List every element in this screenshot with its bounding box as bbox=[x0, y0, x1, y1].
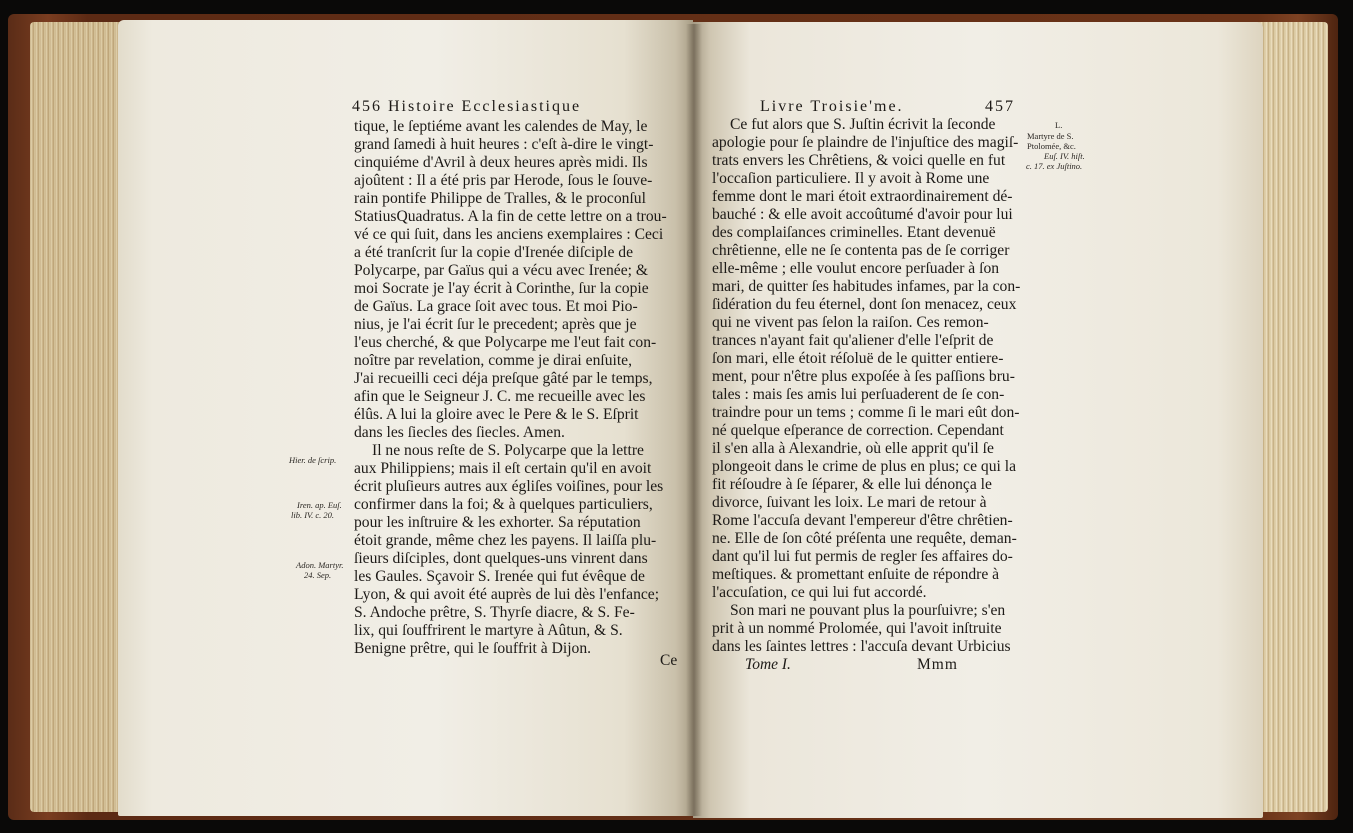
margin-note: Adon. Martyr. bbox=[296, 560, 344, 570]
text-line: grand ſamedi à huit heures : c'eſt à-dire le vingt- bbox=[354, 136, 654, 153]
text-line: bauché : & elle avoit accoûtumé d'avoir pour lui bbox=[712, 206, 1013, 223]
text-line: Benigne prêtre, qui le ſouffrit à Dijon. bbox=[354, 640, 592, 657]
margin-note: Iren. ap. Euſ. bbox=[297, 500, 342, 510]
text-line: traindre pour un tems ; comme ſi le mari eût don- bbox=[712, 404, 1020, 421]
text-line: aux Philippiens; mais il eſt certain qu'il en avoit bbox=[354, 460, 652, 477]
text-line: nius, je l'ai écrit ſur le precedent; après que je bbox=[354, 316, 637, 333]
text-line: ajoûtent : Il a été pris par Herode, ſous le ſouve- bbox=[354, 172, 653, 189]
text-line: apologie pour ſe plaindre de l'injuſtice des magiſ- bbox=[712, 134, 1019, 151]
margin-note: Hier. de ſcrip. bbox=[289, 455, 337, 465]
text-line: mari, de quitter ſes habitudes infames, par la con- bbox=[712, 278, 1021, 295]
page-number: 457 bbox=[985, 98, 1015, 115]
text-line: chrêtienne, elle ne ſe contenta pas de ſe corriger bbox=[712, 242, 1010, 259]
text-line: elle-même ; elle voulut encore perſuader à ſon bbox=[712, 260, 1000, 277]
margin-note: Euſ. IV. hiſt. bbox=[1044, 151, 1085, 161]
margin-note: Ptolomée, &c. bbox=[1027, 141, 1076, 151]
text-line: rain pontife Philippe de Tralles, & le proconſul bbox=[354, 190, 646, 207]
book-gutter bbox=[686, 24, 702, 816]
text-line: tique, le ſeptiéme avant les calendes de May, le bbox=[354, 118, 648, 135]
text-line: né quelque eſperance de correction. Cependant bbox=[712, 422, 1004, 439]
text-line: cinquiéme d'Avril à deux heures après midi. Ils bbox=[354, 154, 648, 171]
text-line: dans les ſiecles des ſiecles. Amen. bbox=[354, 424, 565, 441]
text-line: dant qu'il lui fut permis de regler ſes affaires do- bbox=[712, 548, 1013, 565]
left-page-edges bbox=[30, 22, 130, 812]
text-line: lix, qui ſouffrirent le martyre à Aûtun, & S. bbox=[354, 622, 623, 639]
text-line: trances n'ayant fait qu'aliener d'elle l'eſprit de bbox=[712, 332, 994, 349]
text-line: Lyon, & qui avoit été auprès de lui dès l'enfance; bbox=[354, 586, 660, 603]
text-line: StatiusQuadratus. A la fin de cette lettre on a trou- bbox=[354, 208, 667, 225]
text-line: ne. Elle de ſon côté préſenta une requête, deman- bbox=[712, 530, 1017, 547]
text-line: moi Socrate je l'ay écrit à Corinthe, ſur la copie bbox=[354, 280, 649, 297]
text-line: pour les inſtruire & les exhorter. Sa réputation bbox=[354, 514, 641, 531]
text-line: écrit pluſieurs autres aux égliſes voiſines, pour les bbox=[354, 478, 664, 495]
text-line: S. Andoche prêtre, S. Thyrſe diacre, & S. Fe- bbox=[354, 604, 635, 621]
text-line: Polycarpe, par Gaïus qui a vécu avec Irenée; & bbox=[354, 262, 648, 279]
text-line: confirmer dans la foi; & à quelques particuliers, bbox=[354, 496, 653, 513]
text-line: ſieurs diſciples, dont quelques-uns vinrent dans bbox=[354, 550, 648, 567]
text-line: ſidération du feu éternel, dont ſon menacez, ceux bbox=[712, 296, 1017, 313]
left-running-head: 456 Histoire Ecclesiastique bbox=[352, 98, 582, 115]
text-line: l'accuſation, ce qui lui fut accordé. bbox=[712, 584, 927, 601]
text-line: Il ne nous reſte de S. Polycarpe que la lettre bbox=[372, 442, 644, 459]
text-line: il s'en alla à Alexandrie, où elle apprit qu'il ſe bbox=[712, 440, 994, 457]
text-line: tales : mais ſes amis lui perſuaderent de ſe con- bbox=[712, 386, 1005, 403]
margin-note: 24. Sep. bbox=[304, 570, 332, 580]
text-line: élûs. A lui la gloire avec le Pere & le S. Eſprit bbox=[354, 406, 639, 423]
text-line: qui ne vivent pas ſelon la raiſon. Ces remon- bbox=[712, 314, 989, 331]
text-line: ment, pour n'être plus expoſée à ſes paſſions bru- bbox=[712, 368, 1015, 385]
text-line: fit réſoudre à ſe ſéparer, & elle lui dénonça le bbox=[712, 476, 992, 493]
text-line: meſtiques. & promettant enſuite de répondre à bbox=[712, 566, 1000, 583]
text-line: afin que le Seigneur J. C. me recueille avec les bbox=[354, 388, 646, 405]
text-line: étoit grande, même chez les payens. Il laiſſa plu- bbox=[354, 532, 657, 549]
text-line: ſon mari, elle étoit réſoluë de le quitter entiere- bbox=[712, 350, 1004, 367]
text-line: a été tranſcrit ſur la copie d'Irenée diſciple de bbox=[354, 244, 634, 261]
margin-note: Martyre de S. bbox=[1027, 131, 1074, 141]
text-line: femme dont le mari étoit extraordinairement dé- bbox=[712, 188, 1013, 205]
margin-note: L. bbox=[1055, 120, 1063, 130]
left-catchword: Ce bbox=[660, 652, 678, 669]
text-line: des complaiſances criminelles. Etant devenuë bbox=[712, 224, 996, 241]
text-line: divorce, ſuivant les loix. Le mari de retour à bbox=[712, 494, 987, 511]
text-line: J'ai recueilli ceci déja preſque gâté par le temps, bbox=[354, 370, 653, 387]
text-line: plongeoit dans le crime de plus en plus; ce qui la bbox=[712, 458, 1017, 475]
text-line: Son mari ne pouvant plus la pourſuivre; s'en bbox=[730, 602, 1006, 619]
margin-note: lib. IV. c. 20. bbox=[291, 510, 335, 520]
margin-note: c. 17. ex Juſtino. bbox=[1026, 161, 1083, 171]
text-line: noître par revelation, comme je dirai enſuite, bbox=[354, 352, 632, 369]
text-line: l'eus cherché, & que Polycarpe me l'eut fait con- bbox=[354, 334, 657, 351]
tome-label: Tome I. bbox=[745, 656, 791, 673]
text-line: vé ce qui ſuit, dans les anciens exemplaires : Ceci bbox=[354, 226, 664, 243]
text-line: les Gaules. Sçavoir S. Irenée qui fut évêque de bbox=[354, 568, 645, 585]
text-line: prit à un nommé Prolomée, qui l'avoit inſtruite bbox=[712, 620, 1002, 637]
text-line: trats envers les Chrêtiens, & voici quelle en fut bbox=[712, 152, 1006, 169]
signature-mark: Mmm bbox=[917, 656, 958, 673]
right-running-head: Livre Troisie'me. bbox=[760, 98, 904, 115]
text-line: Ce fut alors que S. Juſtin écrivit la ſeconde bbox=[730, 116, 996, 133]
text-line: de Gaïus. La grace ſoit avec tous. Et moi Pio- bbox=[354, 298, 638, 315]
text-line: l'occaſion particuliere. Il y avoit à Rome une bbox=[712, 170, 990, 187]
text-line: dans les ſaintes lettres : l'accuſa devant Urbicius bbox=[712, 638, 1011, 655]
text-line: Rome l'accuſa devant l'empereur d'être chrêtien- bbox=[712, 512, 1013, 529]
